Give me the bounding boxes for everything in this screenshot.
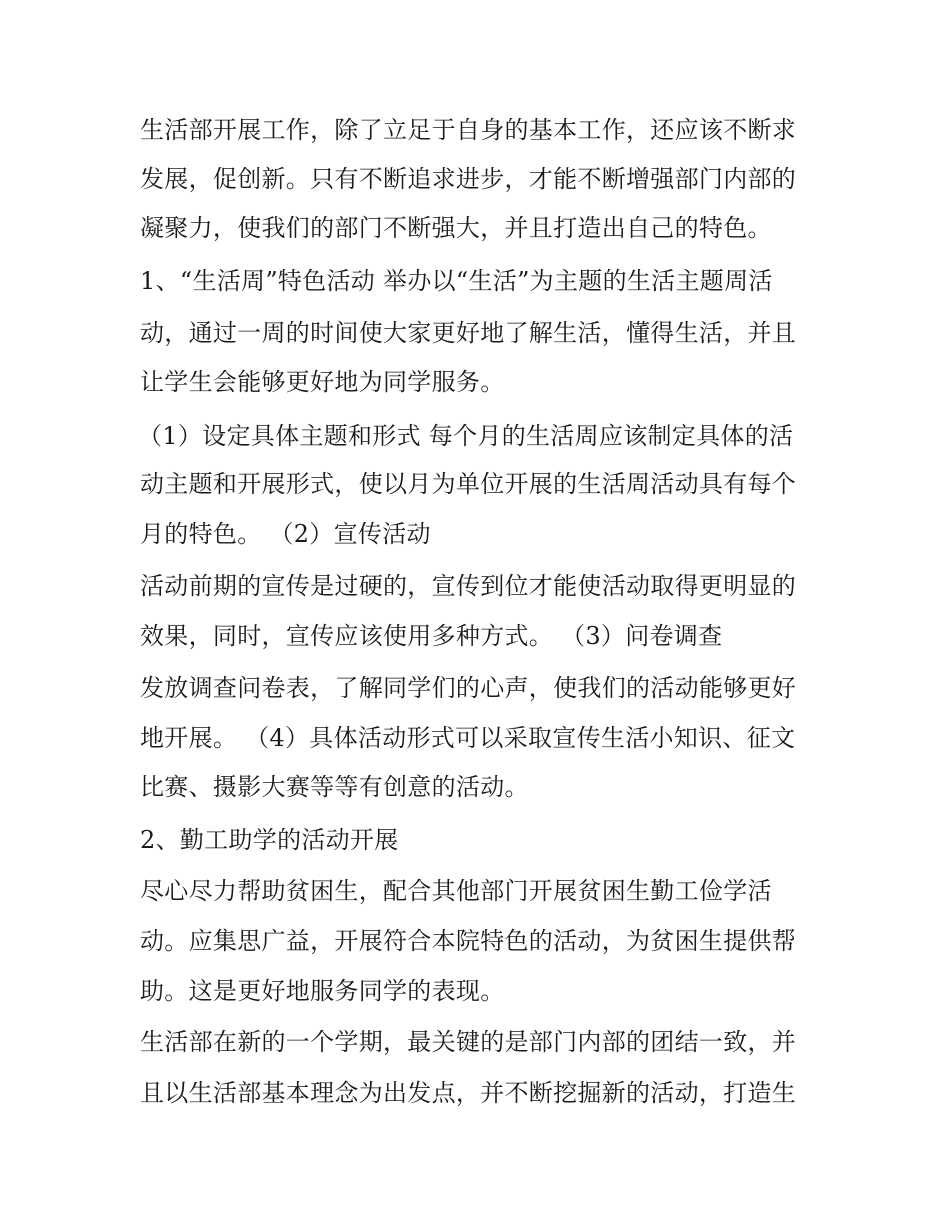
body-text-line: 动，通过一周的时间使大家更好地了解生活，懂得生活，并且 (140, 319, 797, 347)
body-text-line: 凝聚力，使我们的部门不断强大，并且打造出自己的特色。 (140, 214, 772, 242)
body-text-line: 让学生会能够更好地为同学服务。 (140, 368, 505, 396)
body-text-line: 发放调查问卷表，了解同学们的心声，使我们的活动能够更好 (140, 674, 797, 702)
section-heading-1: 1、“生活周”特色活动 举办以“生活”为主题的生活主题周活 (140, 267, 773, 295)
subsection-item-4: 地开展。 （4）具体活动形式可以采取宣传生活小知识、征文 (140, 724, 796, 752)
body-text-line: 助。这是更好地服务同学的表现。 (140, 977, 505, 1005)
body-text-line: 尽心尽力帮助贫困生，配合其他部门开展贫困生勤工俭学活 (140, 877, 772, 905)
subsection-item-2: 月的特色。 （2）宣传活动 (140, 520, 431, 548)
body-text-line: 比赛、摄影大赛等等有创意的活动。 (140, 773, 529, 801)
section-heading-2: 2、勤工助学的活动开展 (140, 826, 399, 854)
body-text-line: 动。应集思广益，开展符合本院特色的活动，为贫困生提供帮 (140, 927, 797, 955)
body-text-line: 发展，促创新。只有不断追求进步，才能不断增强部门内部的 (140, 165, 797, 193)
subsection-item-1: （1）设定具体主题和形式 每个月的生活周应该制定具体的活 (138, 422, 794, 450)
body-text-line: 动主题和开展形式，使以月为单位开展的生活周活动具有每个 (140, 470, 797, 498)
body-text-line: 活动前期的宣传是过硬的，宣传到位才能使活动取得更明显的 (140, 572, 797, 600)
body-text-line: 生活部开展工作，除了立足于自身的基本工作，还应该不断求 (140, 116, 797, 144)
subsection-item-3: 效果，同时，宣传应该使用多种方式。 （3）问卷调查 (140, 622, 723, 650)
body-text-line: 且以生活部基本理念为出发点，并不断挖掘新的活动，打造生 (140, 1079, 797, 1107)
body-text-line: 生活部在新的一个学期，最关键的是部门内部的团结一致，并 (140, 1028, 797, 1056)
